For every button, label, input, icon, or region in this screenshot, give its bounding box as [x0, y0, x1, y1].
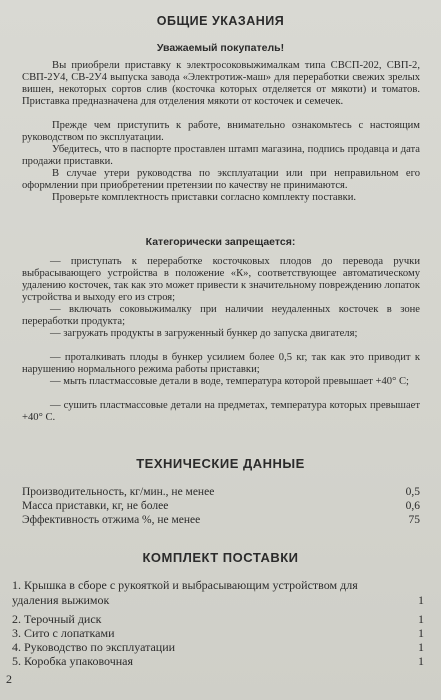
tech-row-label: Производительность, кг/мин., не менее — [22, 486, 215, 498]
kit-item-qty: 1 — [418, 612, 424, 626]
prohibited-item: — сушить пластмассовые детали на предметах, температура которых превышает +40° С. — [22, 400, 420, 423]
kit-item — [12, 654, 424, 669]
tech-row — [22, 514, 420, 526]
tech-row-label: Эффективность отжима %, не менее — [22, 514, 201, 526]
kit-item — [12, 640, 424, 655]
kit-item-qty: 1 — [418, 626, 424, 640]
kit-item-label: 2. Терочный диск — [12, 612, 102, 626]
prohibited-item: — мыть пластмассовые детали в воде, температура которой превышает +40° С; — [50, 376, 409, 387]
kit-title: КОМПЛЕКТ ПОСТАВКИ — [142, 550, 299, 565]
kit-item — [12, 612, 424, 627]
kit-item — [12, 626, 424, 641]
kit-item-label: 3. Сито с лопатками — [12, 626, 115, 640]
kit-item-qty: 1 — [418, 640, 424, 654]
prohibited-item: — загружать продукты в загруженный бункер до запуска двигателя; — [50, 328, 358, 339]
greeting: Уважаемый покупатель! — [156, 42, 285, 54]
tech-row-value: 0,6 — [405, 500, 420, 512]
kit-item-qty: 1 — [418, 654, 424, 668]
prohibited-title: Категорически запрещается: — [145, 236, 296, 248]
prohibited-item: — приступать к переработке косточковых плодов до перевода ручки выбрасывающего устройства в положение «К», соответствующее автоматическому удалению косточек, так как это может привести к значительному повреждению лопаток устройства и выходу его из строя; — [22, 256, 420, 303]
kit-item — [12, 578, 424, 608]
tech-row-value: 75 — [408, 514, 420, 526]
paragraph-check-passport: Убедитесь, что в паспорте проставлен штамп магазина, подпись продавца и дата продажи приставки. — [22, 144, 420, 167]
kit-item-qty: 1 — [418, 593, 424, 607]
paragraph-intro: Вы приобрели приставку к электросоковыжималкам типа СВСП-202, СВП-2, СВП-2У4, СВ-2У4 выпуска завода «Электротиж-маш» для переработки свежих зрелых вишен, некоторых сортов слив (косточка которых отделяется от мякоти) и томатов. Приставка предназначена для отделения мякоти от косточек и семечек. — [22, 60, 420, 107]
tech-row — [22, 500, 420, 512]
page-number: 2 — [6, 672, 12, 686]
kit-item-label: 4. Руководство по эксплуатации — [12, 640, 176, 654]
prohibited-item: — проталкивать плоды в бункер усилием более 0,5 кг, так как это приводит к нарушению нормального режима работы приставки; — [22, 352, 420, 375]
tech-row-value: 0,5 — [405, 486, 420, 498]
kit-item-label: 1. Крышка в сборе с рукояткой и выбрасывающим устройством для удаления выжимок — [12, 578, 358, 607]
paragraph-read-manual: Прежде чем приступить к работе, внимательно ознакомьтесь с настоящим руководством по эксплуатации. — [22, 120, 420, 143]
prohibited-item: — включать соковыжималку при наличии неудаленных косточек в зоне переработки продукта; — [22, 304, 420, 327]
technical-title: ТЕХНИЧЕСКИЕ ДАННЫЕ — [136, 456, 305, 471]
tech-row — [22, 486, 420, 498]
tech-row-label: Масса приставки, кг, не более — [22, 500, 169, 512]
paragraph-warranty: В случае утери руководства по эксплуатации или при неправильном его оформлении при приобретении претензии по качеству не принимаются. — [22, 168, 420, 191]
general-title: ОБЩИЕ УКАЗАНИЯ — [156, 14, 285, 28]
kit-item-label: 5. Коробка упаковочная — [12, 654, 134, 668]
paragraph-check-kit: Проверьте комплектность приставки согласно комплекту поставки. — [52, 192, 357, 203]
